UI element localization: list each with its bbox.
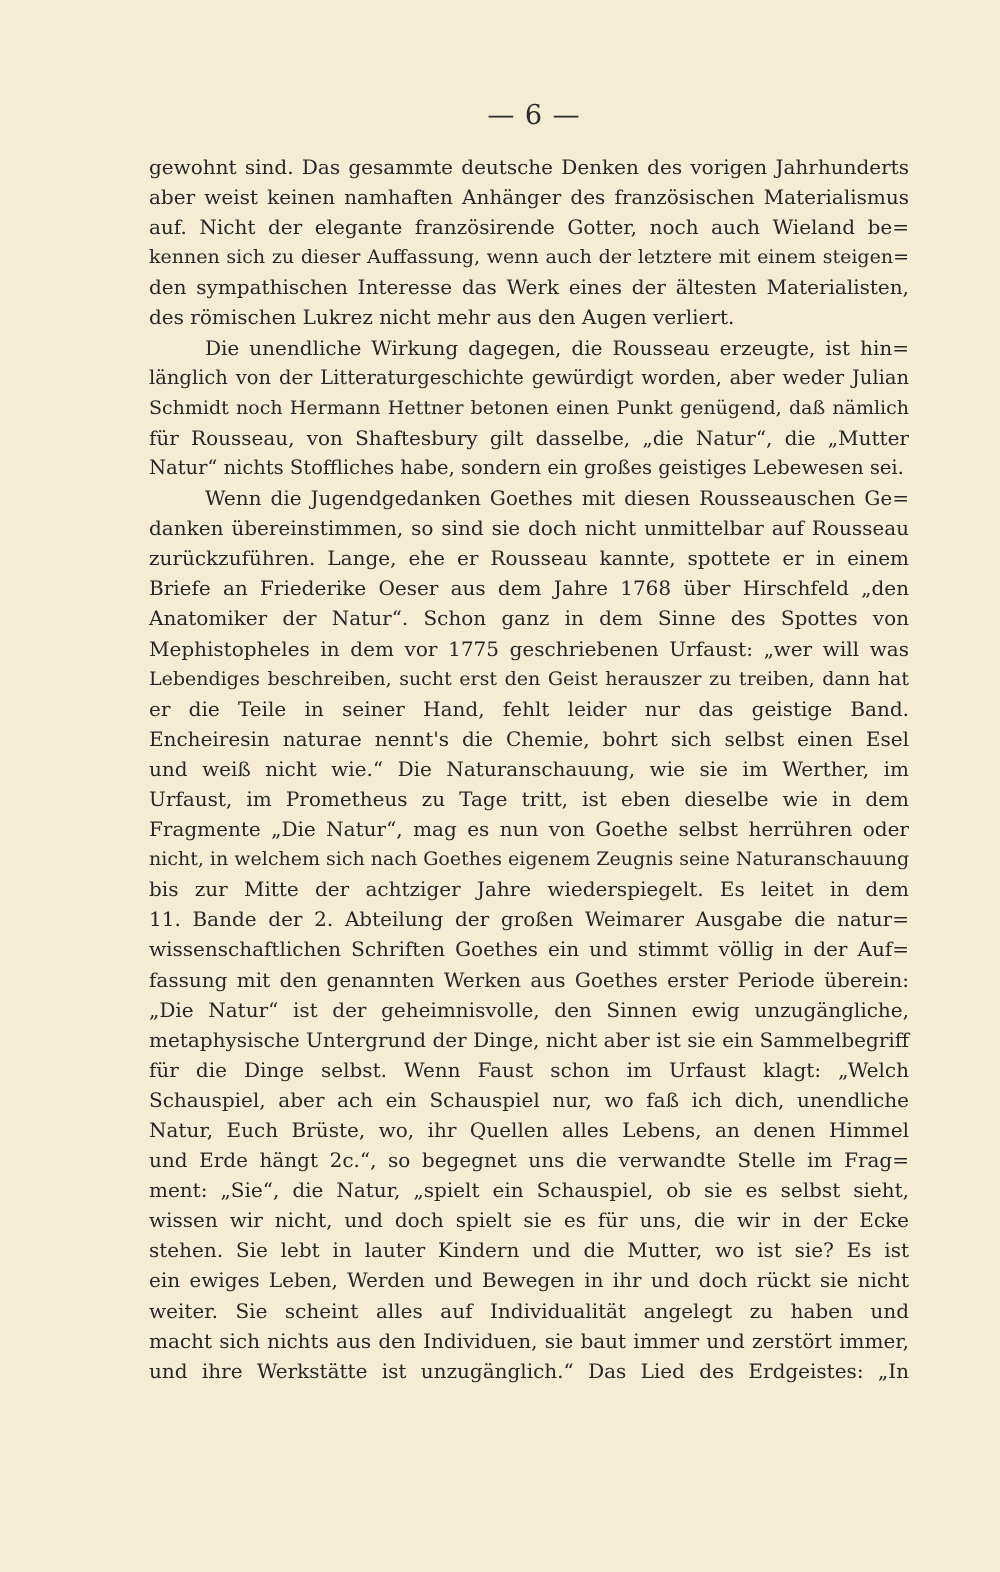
text-line: Lebendiges beschreiben, sucht erst den Geist herauszer zu treiben, dann hat (149, 667, 909, 690)
text-line: Fragmente „Die Natur“, mag es nun von Goethe selbst herrühren oder (149, 817, 909, 842)
text-line: und weiß nicht wie.“ Die Naturanschauung, wie sie im Werther, im (149, 756, 909, 781)
text-line: Anatomiker der Natur“. Schon ganz in dem Sinne des Spottes von (149, 606, 909, 631)
text-line: bis zur Mitte der achtziger Jahre wiederspiegelt. Es leitet in dem (149, 877, 909, 902)
text-line: Encheiresin naturae nennt's die Chemie, bohrt sich selbst einen Esel (149, 726, 909, 751)
text-line: und Erde hängt 2c.“, so begegnet uns die verwandte Stelle im Frag= (149, 1148, 909, 1173)
page-number: — 6 — (487, 100, 581, 131)
text-line: aber weist keinen namhaften Anhänger des französischen Materialismus (149, 185, 909, 210)
body-text (149, 152, 909, 1386)
text-line: 11. Bande der 2. Abteilung der großen Weimarer Ausgabe die natur= (149, 907, 909, 932)
text-line: Natur“ nichts Stoffliches habe, sondern ein großes geistiges Lebewesen sei. (149, 455, 904, 479)
text-line: länglich von der Litteraturgeschichte gewürdigt worden, aber weder Julian (149, 365, 909, 389)
text-line: den sympathischen Interesse das Werk eines der ältesten Materialisten, (149, 275, 909, 300)
text-line: kennen sich zu dieser Auffassung, wenn auch der letztere mit einem steigen= (149, 246, 909, 269)
text-line: „Die Natur“ ist der geheimnisvolle, den Sinnen ewig unzugängliche, (149, 997, 909, 1022)
text-line: wissen wir nicht, und doch spielt sie es für uns, die wir in der Ecke (149, 1208, 909, 1233)
text-line: stehen. Sie lebt in lauter Kindern und die Mutter, wo ist sie? Es ist (149, 1238, 909, 1263)
text-line: Die unendliche Wirkung dagegen, die Rousseau erzeugte, ist hin= (205, 335, 909, 360)
text-line: für Rousseau, von Shaftesbury gilt dasselbe, „die Natur“, die „Mutter (149, 425, 909, 450)
text-line: metaphysische Untergrund der Dinge, nicht aber ist sie ein Sammelbegriff (149, 1027, 909, 1052)
text-line: Natur, Euch Brüste, wo, ihr Quellen alles Lebens, an denen Himmel (149, 1118, 909, 1142)
text-line: Mephistopheles in dem vor 1775 geschriebenen Urfaust: „wer will was (149, 636, 909, 661)
text-line: des römischen Lukrez nicht mehr aus den Augen verliert. (149, 305, 735, 330)
text-line: gewohnt sind. Das gesammte deutsche Denken des vorigen Jahrhunderts (149, 155, 909, 179)
text-line: Urfaust, im Prometheus zu Tage tritt, ist eben dieselbe wie in dem (149, 786, 909, 811)
text-line: fassung mit den genannten Werken aus Goethes erster Periode überein: (149, 967, 909, 992)
text-line: und ihre Werkstätte ist unzugänglich.“ Das Lied des Erdgeistes: „In (149, 1358, 909, 1383)
text-line: auf. Nicht der elegante französirende Gotter, noch auch Wieland be= (149, 215, 909, 240)
text-line: macht sich nichts aus den Individuen, sie baut immer und zerstört immer, (149, 1328, 909, 1353)
text-line: zurückzuführen. Lange, ehe er Rousseau kannte, spottete er in einem (149, 546, 909, 571)
text-line: weiter. Sie scheint alles auf Individualität angelegt zu haben und (149, 1298, 909, 1323)
text-line: Wenn die Jugendgedanken Goethes mit diesen Rousseauschen Ge= (205, 486, 909, 511)
text-line: nicht, in welchem sich nach Goethes eigenem Zeugnis seine Naturanschauung (149, 848, 910, 871)
text-line: für die Dinge selbst. Wenn Faust schon im Urfaust klagt: „Welch (149, 1057, 909, 1082)
text-line: wissenschaftlichen Schriften Goethes ein und stimmt völlig in der Auf= (149, 937, 909, 962)
text-line: er die Teile in seiner Hand, fehlt leider nur das geistige Band. (149, 696, 909, 721)
text-line: ment: „Sie“, die Natur, „spielt ein Schauspiel, ob sie es selbst sieht, (149, 1178, 909, 1203)
text-line: Schauspiel, aber ach ein Schauspiel nur, wo faß ich dich, unendliche (149, 1087, 909, 1112)
text-line: ein ewiges Leben, Werden und Bewegen in ihr und doch rückt sie nicht (149, 1268, 909, 1293)
text-line: Briefe an Friederike Oeser aus dem Jahre 1768 über Hirschfeld „den (149, 576, 909, 601)
text-line: danken übereinstimmen, so sind sie doch nicht unmittelbar auf Rousseau (149, 516, 909, 541)
text-line: Schmidt noch Hermann Hettner betonen einen Punkt genügend, daß nämlich (149, 396, 909, 419)
